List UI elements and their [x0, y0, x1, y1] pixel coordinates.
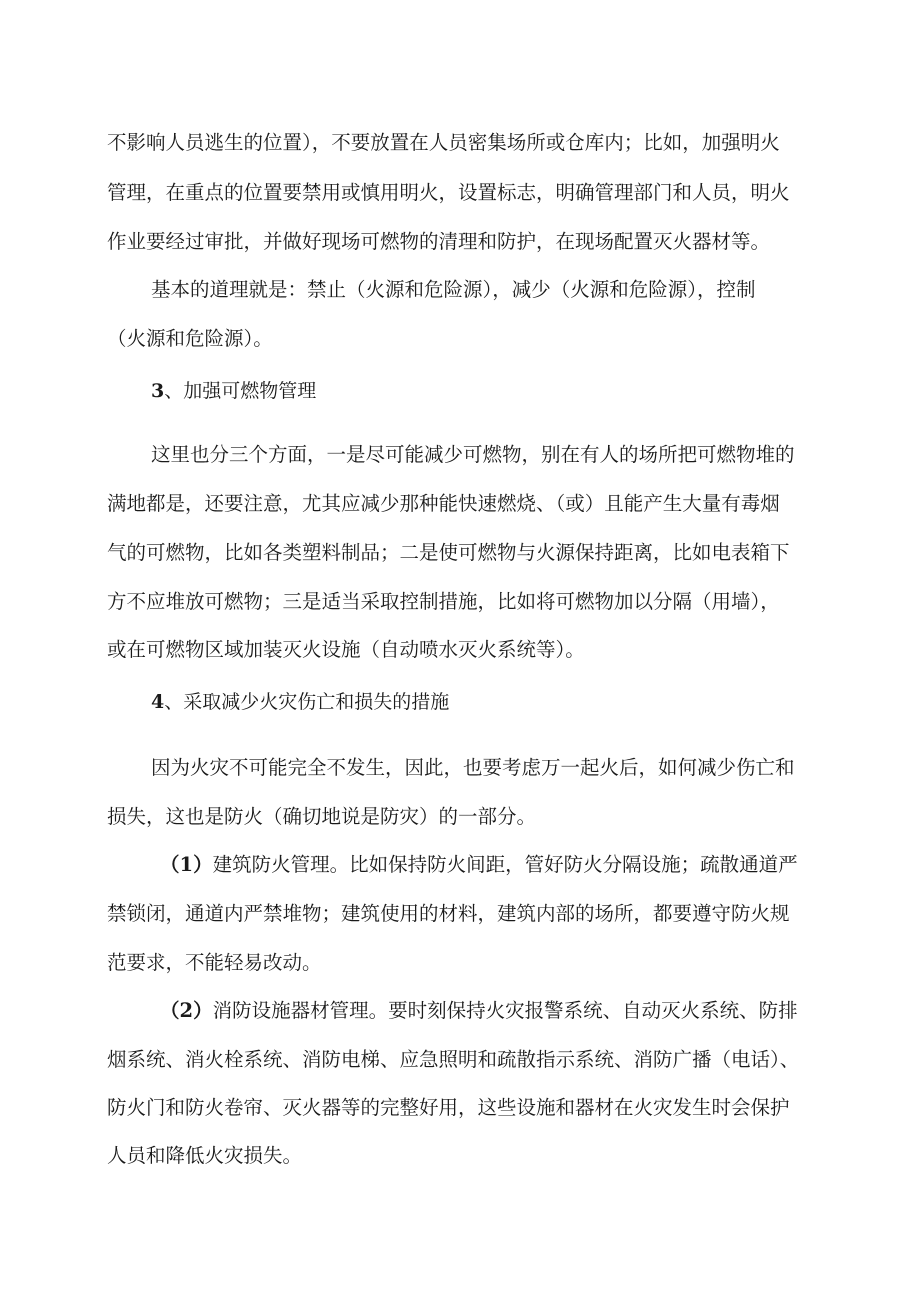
section-heading-4-text: 、采取减少火灾伤亡和损失的措施	[164, 691, 450, 713]
section-heading-3-text: 、加强可燃物管理	[164, 380, 317, 402]
paragraph-5-line-3: 范要求，不能轻易改动。	[107, 951, 322, 974]
paragraph-1-line-1: 不影响人员逃生的位置），不要放置在人员密集场所或仓库内；比如，加强明火	[107, 131, 780, 154]
section-heading-4	[151, 690, 920, 714]
paragraph-5-line-1-text: 建筑防火管理。比如保持防火间距，管好防火分隔设施；疏散通道严	[212, 853, 798, 876]
paragraph-6-line-1-text: 消防设施器材管理。要时刻保持火灾报警系统、自动灭火系统、防排	[212, 999, 798, 1022]
paragraph-5-line-1	[160, 853, 920, 877]
paragraph-3-line-5: 或在可燃物区域加装灭火设施（自动喷水灭火系统等）。	[107, 638, 585, 661]
section-heading-4-number: 4	[151, 691, 165, 713]
section-heading-3-number: 3	[151, 380, 165, 402]
paragraph-3-line-1: 这里也分三个方面，一是尽可能减少可燃物，别在有人的场所把可燃物堆的	[151, 443, 795, 466]
paragraph-3-line-3: 气的可燃物，比如各类塑料制品；二是使可燃物与火源保持距离，比如电表箱下	[107, 541, 790, 564]
section-heading-3	[151, 379, 920, 403]
paragraph-2-line-2: （火源和危险源）。	[107, 327, 273, 350]
paragraph-6-line-3: 防火门和防火卷帘、灭火器等的完整好用，这些设施和器材在火灾发生时会保护	[107, 1096, 790, 1119]
item-marker-1: （1）	[160, 853, 213, 876]
paragraph-5-line-2: 禁锁闭，通道内严禁堆物；建筑使用的材料，建筑内部的场所，都要遵守防火规	[107, 902, 790, 925]
paragraph-6-line-2: 烟系统、消火栓系统、消防电梯、应急照明和疏散指示系统、消防广播（电话）、	[107, 1048, 800, 1071]
paragraph-4-line-1: 因为火灾不可能完全不发生，因此，也要考虑万一起火后，如何减少伤亡和	[151, 756, 795, 779]
paragraph-6-line-4: 人员和降低火灾损失。	[107, 1144, 303, 1167]
paragraph-1-line-3: 作业要经过审批，并做好现场可燃物的清理和防护，在现场配置灭火器材等。	[107, 230, 771, 253]
item-marker-2: （2）	[160, 999, 213, 1022]
paragraph-3-line-4: 方不应堆放可燃物；三是适当采取控制措施，比如将可燃物加以分隔（用墙），	[107, 590, 780, 613]
paragraph-2-line-1: 基本的道理就是：禁止（火源和危险源），减少（火源和危险源），控制	[151, 278, 756, 301]
paragraph-6-line-1	[160, 999, 920, 1023]
paragraph-1-line-2: 管理，在重点的位置要禁用或慎用明火，设置标志，明确管理部门和人员，明火	[107, 181, 790, 204]
paragraph-4-line-2: 损失，这也是防火（确切地说是防灾）的一部分。	[107, 805, 537, 828]
paragraph-3-line-2: 满地都是，还要注意，尤其应减少那种能快速燃烧、（或）且能产生大量有毒烟	[107, 492, 780, 515]
